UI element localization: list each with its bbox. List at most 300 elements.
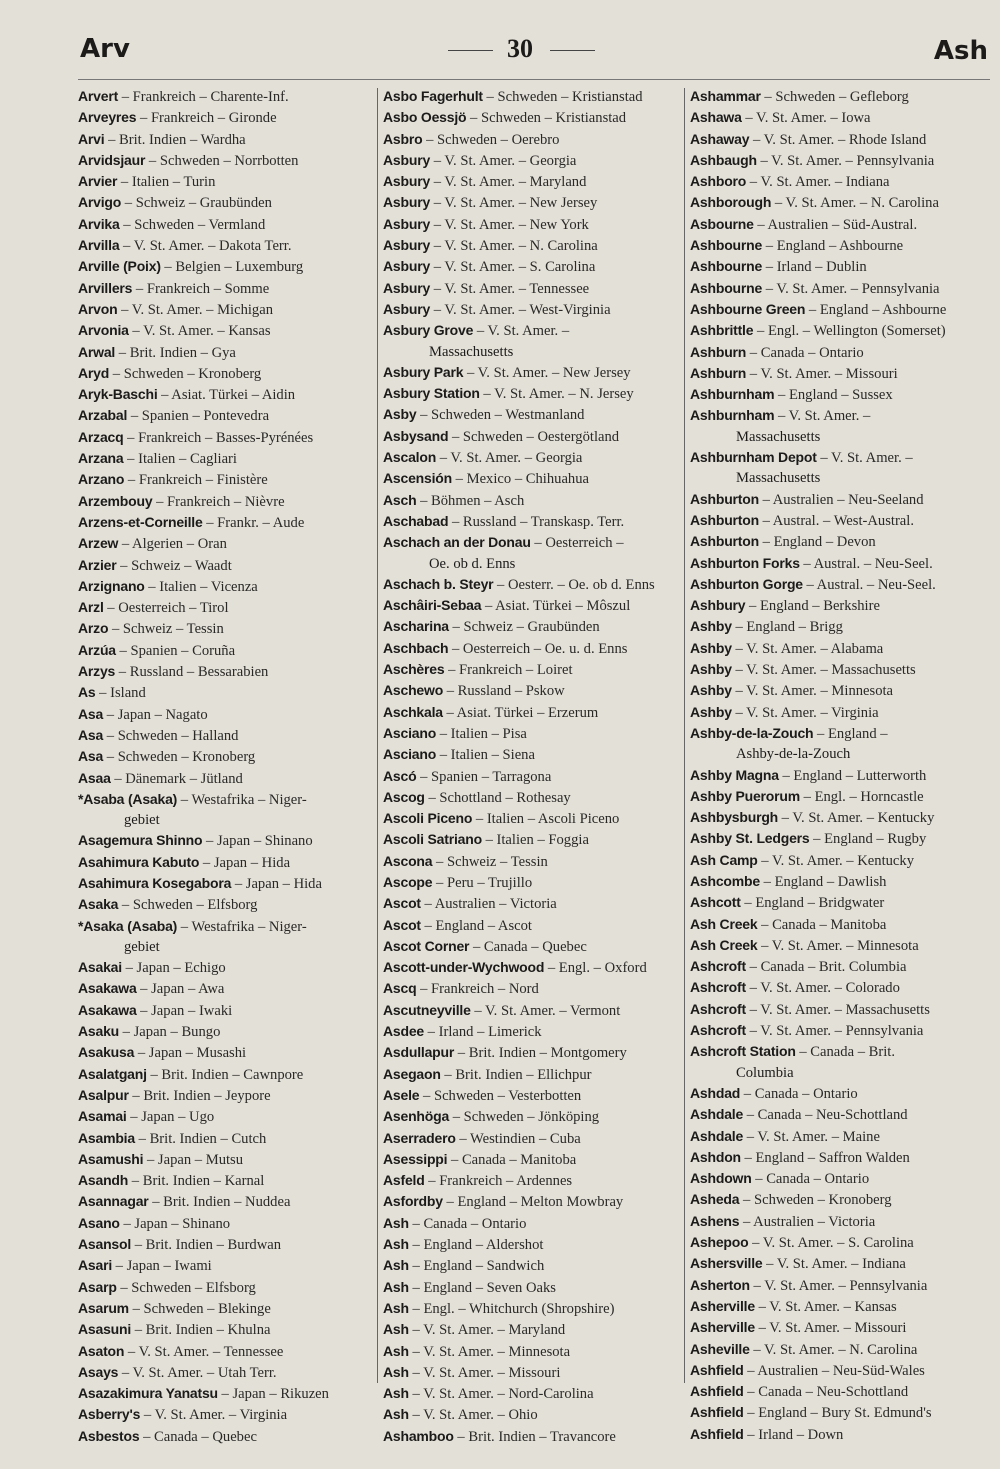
- entry-continuation: Ashby-de-la-Zouch: [736, 746, 851, 763]
- entry-headword: Ashburton: [690, 533, 759, 550]
- gazetteer-entry: [383, 1042, 683, 1063]
- gazetteer-entry: [383, 150, 683, 171]
- entry-location: – England – Brigg: [731, 619, 843, 636]
- entry-location: – Oesterreich –: [530, 535, 624, 552]
- entry-location: – V. St. Amer. – Michigan: [117, 301, 273, 318]
- gazetteer-entry: [78, 491, 373, 512]
- entry-headword: Arvonia: [78, 322, 129, 339]
- entry-headword: Ashburton Forks: [690, 554, 800, 571]
- entry-headword: Arvilla: [78, 237, 120, 254]
- entry-location: – England – Seven Oaks: [408, 1279, 556, 1296]
- gazetteer-entry: [383, 256, 683, 277]
- entry-location: – V. St. Amer. – New York: [430, 216, 589, 233]
- entry-headword: Asbury: [383, 258, 431, 275]
- entry-headword: Asalpur: [78, 1086, 129, 1103]
- entry-headword: Ashfield: [690, 1425, 744, 1442]
- gazetteer-entry: [78, 1213, 373, 1234]
- entry-location: – Frankreich – Charente-Inf.: [118, 89, 289, 105]
- header-guide-word-right: Ash: [933, 36, 988, 66]
- gazetteer-entry: [78, 1042, 373, 1063]
- gazetteer-entry: [690, 1104, 990, 1125]
- entry-headword: Ashby: [690, 639, 732, 656]
- entry-location: – Brit. Indien – Khulna: [131, 1322, 271, 1339]
- gazetteer-entry: [78, 171, 373, 192]
- entry-headword: Ashburn: [690, 364, 747, 381]
- entry-headword: Aschewo: [383, 682, 444, 699]
- entry-headword: Asfordby: [383, 1193, 443, 1210]
- entry-location: – Engl. – Whitchurch (Shropshire): [408, 1300, 615, 1317]
- gazetteer-entry: [690, 1126, 990, 1147]
- gazetteer-entry: [690, 1339, 990, 1360]
- entry-location: – V. St. Amer. – Kansas: [128, 323, 271, 340]
- entry-headword: Ashby-de-la-Zouch: [690, 724, 814, 741]
- entry-location: – V. St. Amer. – Minnesota: [731, 683, 894, 700]
- gazetteer-entry: [78, 640, 373, 661]
- entry-location: – Schweden – Oerebro: [422, 131, 560, 148]
- entry-headword: Ascot: [383, 916, 421, 933]
- gazetteer-entry: [383, 192, 683, 213]
- entry-headword: Asakawa: [78, 1001, 137, 1018]
- gazetteer-entry: [78, 830, 373, 851]
- gazetteer-entry: [690, 1424, 990, 1445]
- entry-location: – V. St. Amer. – Massachusetts: [731, 662, 916, 679]
- gazetteer-entry: [383, 86, 683, 107]
- gazetteer-entry: [383, 893, 683, 914]
- gazetteer-entry: [383, 1000, 683, 1021]
- entry-headword: *Asaba (Asaka): [78, 790, 178, 807]
- gazetteer-entry: [690, 786, 990, 807]
- entry-headword: Asberry's: [78, 1406, 141, 1423]
- entry-location: – Schweden – Kronoberg: [109, 365, 262, 382]
- entry-location: – Schweden – Gefleborg: [760, 89, 909, 105]
- gazetteer-entry: [78, 1362, 373, 1383]
- gazetteer-entry: [78, 978, 373, 999]
- entry-location: – Frankreich – Nord: [416, 981, 539, 998]
- gazetteer-entry: [690, 531, 990, 552]
- entry-headword: Ashby St. Ledgers: [690, 830, 810, 847]
- entry-location: – V. St. Amer. – West-Virginia: [430, 301, 611, 318]
- entry-headword: Arzo: [78, 620, 109, 637]
- gazetteer-entry: [383, 362, 683, 383]
- gazetteer-entry: [78, 86, 373, 107]
- entry-headword: Asbury: [383, 151, 431, 168]
- entry-headword: Aschach an der Donau: [383, 534, 531, 551]
- gazetteer-entry: [690, 1381, 990, 1402]
- entry-location: – V. St. Amer. – Nord-Carolina: [408, 1386, 594, 1403]
- entry-location: – England – Berkshire: [745, 598, 880, 615]
- entry-headword: Asasuni: [78, 1321, 132, 1338]
- entry-headword: Aschbach: [383, 639, 449, 656]
- gazetteer-entry: [78, 768, 373, 789]
- page-number: 30: [507, 34, 533, 63]
- entry-headword: Arzl: [78, 599, 104, 616]
- gazetteer-entry: [383, 1341, 683, 1362]
- entry-location: – V. St. Amer. – Utah Terr.: [118, 1364, 277, 1381]
- gazetteer-entry: [690, 192, 990, 213]
- entry-location: – V. St. Amer. – Virginia: [731, 704, 879, 721]
- entry-location: – Canada – Manitoba: [447, 1151, 577, 1168]
- gazetteer-entry: [78, 1255, 373, 1276]
- gazetteer-entry: [78, 682, 373, 703]
- entry-location: – Austral. – Neu-Seel.: [799, 555, 933, 572]
- gazetteer-entry: [78, 342, 373, 363]
- entry-headword: Aschabad: [383, 512, 449, 529]
- entry-headword: Ashbourne: [690, 258, 763, 275]
- gazetteer-entry: [78, 1426, 373, 1447]
- entry-continuation: Massachusetts: [736, 428, 821, 445]
- entry-location: – Austral. – Neu-Seel.: [802, 576, 936, 593]
- entry-headword: Ashawa: [690, 109, 742, 126]
- entry-headword: Ashcroft: [690, 1022, 746, 1039]
- gazetteer-entry: [690, 1360, 990, 1381]
- gazetteer-entry: [78, 363, 373, 384]
- gazetteer-entry: [690, 1168, 990, 1189]
- entry-continuation: Oe. ob d. Enns: [429, 555, 516, 572]
- entry-location: – V. St. Amer. – N. Carolina: [771, 195, 939, 212]
- entry-location: – Italien – Siena: [436, 747, 535, 764]
- entry-headword: Asbo Fagerhult: [383, 88, 483, 104]
- entry-location: – England – Aldershot: [408, 1237, 544, 1254]
- gazetteer-entry: [383, 829, 683, 850]
- entry-location: – V. St. Amer. – N. Carolina: [749, 1341, 918, 1358]
- gazetteer-entry: [78, 957, 373, 978]
- entry-location: – Westindien – Cuba: [455, 1130, 581, 1147]
- gazetteer-entry: [78, 894, 373, 915]
- gazetteer-entry: [383, 235, 683, 256]
- entry-location: – Brit. Indien – Wardha: [104, 131, 246, 148]
- entry-location: – Japan – Echigo: [121, 960, 226, 977]
- entry-location: – Japan – Shinano: [119, 1215, 231, 1232]
- entry-location: – Australien – Victoria: [420, 896, 557, 913]
- entry-headword: Asazakimura Yanatsu: [78, 1385, 218, 1402]
- gazetteer-entry: [690, 616, 990, 637]
- entry-location: – England – Rugby: [809, 831, 927, 848]
- entry-headword: Asaka: [78, 896, 119, 913]
- entry-location: – V. St. Amer. – Colorado: [745, 980, 900, 997]
- entry-location: – Brit. Indien – Jeypore: [128, 1087, 271, 1104]
- entry-headword: Ashby: [690, 703, 732, 720]
- entry-location: – V. St. Amer. – Kentucky: [757, 852, 914, 869]
- gazetteer-entry: [690, 914, 990, 935]
- gazetteer-column-2: [383, 86, 683, 1447]
- entry-headword: Arzembouy: [78, 492, 153, 509]
- gazetteer-entry: [78, 725, 373, 746]
- entry-location: – V. St. Amer. – Pennsylvania: [756, 152, 935, 169]
- entry-location: – Dänemark – Jütland: [110, 770, 243, 787]
- entry-location: – Canada – Neu-Schottland: [743, 1107, 908, 1124]
- entry-location: – Schweden – Elfsborg: [116, 1279, 256, 1296]
- entry-headword: Ascharina: [383, 618, 449, 635]
- entry-headword: Ashborough: [690, 194, 772, 211]
- entry-continuation: gebiet: [124, 812, 160, 829]
- page-header: [0, 28, 1000, 78]
- entry-headword: Ashby Magna: [690, 766, 779, 783]
- entry-headword: Asbestos: [78, 1427, 140, 1444]
- entry-location: – Canada – Manitoba: [757, 916, 887, 933]
- gazetteer-entry: [78, 1064, 373, 1085]
- entry-headword: Asalatganj: [78, 1065, 147, 1082]
- entry-headword: Asbury: [383, 215, 431, 232]
- gazetteer-entry: [690, 765, 990, 786]
- entry-location: – V. St. Amer. –: [473, 323, 570, 340]
- gazetteer-entry: [78, 1191, 373, 1212]
- entry-location: – Japan – Hida: [231, 875, 322, 892]
- entry-location: – V. St. Amer. – Pennsylvania: [745, 1023, 924, 1040]
- gazetteer-entry: [383, 129, 683, 150]
- entry-headword: Asdullapur: [383, 1044, 455, 1061]
- entry-headword: Ascoli Satriano: [383, 831, 482, 848]
- entry-headword: Arvi: [78, 130, 105, 147]
- entry-location: – England – Saffron Walden: [740, 1149, 910, 1166]
- gazetteer-entry: [78, 192, 373, 213]
- entry-headword: Asari: [78, 1257, 113, 1274]
- gazetteer-entry: [383, 426, 683, 447]
- entry-location: – V. St. Amer. – Rhode Island: [749, 131, 927, 148]
- entry-location: – Island: [95, 685, 146, 702]
- gazetteer-entry: [690, 1402, 990, 1423]
- entry-location: – V. St. Amer. – S. Carolina: [430, 259, 596, 276]
- entry-location: – Italien – Cagliari: [123, 451, 237, 468]
- gazetteer-entry: [78, 555, 373, 576]
- gazetteer-entry: [690, 1083, 990, 1104]
- entry-location: – Irland – Down: [743, 1426, 844, 1443]
- gazetteer-entry: [78, 789, 373, 810]
- gazetteer-entry: [383, 447, 683, 468]
- entry-headword: Arzano: [78, 471, 125, 488]
- gazetteer-entry: [383, 299, 683, 320]
- entry-location: – Schweiz – Waadt: [116, 557, 232, 574]
- gazetteer-entry: [78, 405, 373, 426]
- gazetteer-entry: [383, 383, 683, 404]
- gazetteer-entry: [78, 746, 373, 767]
- entry-headword: Asbo Oessjö: [383, 109, 467, 126]
- gazetteer-entry: [383, 638, 683, 659]
- gazetteer-entry: [78, 576, 373, 597]
- entry-location: – V. St. Amer. – Indiana: [762, 1256, 906, 1273]
- gazetteer-entry: [690, 1296, 990, 1317]
- entry-headword: Ashburnham Depot: [690, 449, 817, 466]
- gazetteer-entry: [383, 851, 683, 872]
- entry-headword: Asarum: [78, 1299, 129, 1316]
- gazetteer-entry: [78, 873, 373, 894]
- entry-headword: Asakawa: [78, 980, 137, 997]
- entry-location: – Canada – Quebec: [139, 1428, 257, 1445]
- entry-headword: Ash: [383, 1363, 409, 1380]
- entry-location: – England – Dawlish: [759, 873, 887, 890]
- entry-location: – Australien – Neu-Süd-Wales: [743, 1362, 925, 1379]
- entry-headword: Aryk-Baschi: [78, 386, 158, 403]
- entry-location: – V. St. Amer. – Missouri: [746, 365, 898, 382]
- entry-headword: Asbury: [383, 279, 431, 296]
- entry-headword: Arville (Poix): [78, 258, 161, 275]
- entry-location: – Schweden – Elfsborg: [118, 897, 258, 914]
- entry-headword: Asarp: [78, 1278, 117, 1295]
- entry-location: – Frankreich – Nièvre: [152, 493, 285, 510]
- entry-headword: Ashcroft: [690, 958, 746, 975]
- entry-location: – Asiat. Türkei – Aidin: [157, 387, 296, 404]
- entry-location: – Algerien – Oran: [118, 536, 227, 553]
- gazetteer-entry: [690, 553, 990, 574]
- gazetteer-entry: [383, 702, 683, 723]
- entry-location: – V. St. Amer. –: [816, 450, 913, 467]
- entry-location: – Schweiz – Graubünden: [121, 195, 272, 212]
- gazetteer-entry: [690, 235, 990, 256]
- gazetteer-entry: [690, 638, 990, 659]
- gazetteer-entry: [383, 787, 683, 808]
- gazetteer-entry: [383, 1319, 683, 1340]
- gazetteer-entry: [690, 86, 990, 107]
- entry-location: – V. St. Amer. – Kansas: [754, 1298, 897, 1315]
- entry-headword: Asherville: [690, 1297, 755, 1314]
- entry-headword: Asheda: [690, 1191, 740, 1208]
- entry-location: – Schweiz – Tessin: [432, 853, 548, 870]
- gazetteer-entry: [78, 1404, 373, 1425]
- entry-headword: Arzier: [78, 556, 117, 573]
- entry-location: – Schweiz – Graubünden: [448, 619, 600, 636]
- gazetteer-entry: [383, 936, 683, 957]
- entry-headword: Ascot Corner: [383, 937, 470, 954]
- gazetteer-entry: [78, 150, 373, 171]
- gazetteer-entry: [690, 489, 990, 510]
- entry-location: – Frankreich – Finistère: [124, 472, 268, 489]
- gazetteer-entry: [690, 299, 990, 320]
- entry-location: – Frankr. – Aude: [202, 514, 305, 531]
- entry-headword: Ash: [383, 1299, 409, 1316]
- entry-location: – Schweden – Westmanland: [416, 407, 585, 424]
- entry-location: – Canada – Ontario: [751, 1171, 870, 1188]
- entry-headword: Asandh: [78, 1172, 129, 1189]
- entry-headword: Asbury: [383, 173, 431, 190]
- gazetteer-entry: [690, 129, 990, 150]
- entry-location: – Frankreich – Basses-Pyrénées: [123, 429, 314, 446]
- header-dash-right: [550, 50, 595, 51]
- entry-location: – Schweden – Halland: [103, 727, 239, 744]
- gazetteer-entry: [383, 1128, 683, 1149]
- entry-location: – Canada – Ontario: [408, 1215, 527, 1232]
- entry-location: – Brit. Indien – Nuddea: [148, 1194, 291, 1211]
- gazetteer-entry: [383, 1106, 683, 1127]
- entry-headword: Asagemura Shinno: [78, 832, 203, 849]
- entry-location: – Japan – Mutsu: [143, 1151, 244, 1168]
- entry-location: – Brit. Indien – Burdwan: [131, 1237, 282, 1254]
- entry-location: – V. St. Amer. – New Jersey: [430, 195, 598, 212]
- gazetteer-entry: [690, 999, 990, 1020]
- entry-location: – Engl. – Wellington (Somerset): [753, 323, 946, 340]
- entry-headword: Ashdale: [690, 1106, 744, 1123]
- gazetteer-entry: [78, 278, 373, 299]
- entry-headword: Ashby: [690, 682, 732, 699]
- entry-headword: Ashburnham: [690, 407, 775, 424]
- entry-headword: Asciano: [383, 724, 437, 741]
- entry-headword: Ashamboo: [383, 1427, 454, 1444]
- entry-headword: Ashdale: [690, 1127, 744, 1144]
- entry-location: – England – Ashbourne: [762, 238, 904, 255]
- gazetteer-entry: [690, 447, 990, 468]
- entry-location: – V. St. Amer. – Georgia: [436, 450, 583, 467]
- entry-location: – Russland – Bessarabien: [115, 664, 269, 681]
- gazetteer-entry: [690, 171, 990, 192]
- gazetteer-entry: [690, 107, 990, 128]
- gazetteer-entry: [383, 1383, 683, 1404]
- entry-headword: Ash Creek: [690, 915, 758, 932]
- gazetteer-entry: [78, 1277, 373, 1298]
- entry-location: – Brit. Indien – Montgomery: [454, 1045, 627, 1062]
- gazetteer-entry: [78, 916, 373, 937]
- entry-location: – V. St. Amer. – Alabama: [731, 640, 884, 657]
- gazetteer-entry: [690, 1189, 990, 1210]
- gazetteer-entry: [383, 978, 683, 999]
- entry-headword: Aschkala: [383, 703, 443, 720]
- gazetteer-entry: [690, 871, 990, 892]
- entry-headword: Ash: [383, 1406, 409, 1423]
- entry-location: – Canada – Brit. Columbia: [745, 959, 907, 976]
- entry-location: – Italien – Pisa: [436, 725, 527, 742]
- entry-headword: Asbury Park: [383, 363, 464, 380]
- entry-location: – England – Sussex: [774, 387, 893, 404]
- entry-headword: Ashbourne: [690, 237, 763, 254]
- entry-location: – V. St. Amer. – Indiana: [746, 174, 890, 191]
- entry-headword: Asaton: [78, 1342, 125, 1359]
- entry-headword: Ashby: [690, 661, 732, 678]
- entry-headword: Asbury Grove: [383, 322, 474, 339]
- gazetteer-entry: [690, 702, 990, 723]
- entry-location: – Australien – Victoria: [739, 1213, 876, 1230]
- entry-location: – Brit. Indien – Travancore: [453, 1428, 616, 1445]
- entry-headword: Ashfield: [690, 1383, 744, 1400]
- gazetteer-entry: [690, 574, 990, 595]
- header-guide-word-left: Arv: [80, 34, 130, 64]
- gazetteer-entry: [690, 384, 990, 405]
- entry-headword: Ash: [383, 1321, 409, 1338]
- gazetteer-entry: [690, 214, 990, 235]
- gazetteer-entry: [690, 723, 990, 744]
- entry-headword: Asfeld: [383, 1172, 425, 1189]
- entry-headword: Arvier: [78, 173, 118, 190]
- entry-location: – England – Bury St. Edmund's: [743, 1405, 932, 1422]
- gazetteer-entry: [690, 595, 990, 616]
- entry-headword: Asbury: [383, 237, 431, 254]
- entry-location: – Westafrika – Niger-: [177, 918, 307, 935]
- entry-headword: Ashcroft: [690, 979, 746, 996]
- entry-headword: Ashfield: [690, 1404, 744, 1421]
- column-divider: [377, 88, 378, 1383]
- entry-headword: Ascot: [383, 895, 421, 912]
- entry-location: – V. St. Amer. – Dakota Terr.: [119, 238, 292, 255]
- entry-location: – Asiat. Türkei – Erzerum: [442, 704, 599, 721]
- gazetteer-entry: [690, 1232, 990, 1253]
- gazetteer-entry: [78, 235, 373, 256]
- entry-location: – Japan – Shinano: [202, 833, 313, 850]
- entry-location: – Belgien – Luxemburg: [160, 259, 304, 276]
- entry-headword: Ashburnham: [690, 386, 775, 403]
- entry-headword: Ashaway: [690, 130, 750, 147]
- entry-headword: Asbury: [383, 194, 431, 211]
- gazetteer-entry: [690, 363, 990, 384]
- gazetteer-entry: [690, 320, 990, 341]
- entry-headword: Ash: [383, 1214, 409, 1231]
- entry-continuation: Columbia: [736, 1064, 794, 1081]
- entry-headword: Arvert: [78, 88, 119, 104]
- entry-location: – Italien – Foggia: [481, 832, 589, 849]
- entry-location: – V. St. Amer. – Iowa: [741, 110, 871, 127]
- gazetteer-entry: [690, 1275, 990, 1296]
- gazetteer-column-3: [690, 86, 990, 1445]
- gazetteer-entry: [78, 1341, 373, 1362]
- gazetteer-entry: [383, 278, 683, 299]
- entry-location: – V. St. Amer. – Minnesota: [408, 1343, 571, 1360]
- gazetteer-entry: [78, 852, 373, 873]
- entry-headword: Asa: [78, 726, 104, 743]
